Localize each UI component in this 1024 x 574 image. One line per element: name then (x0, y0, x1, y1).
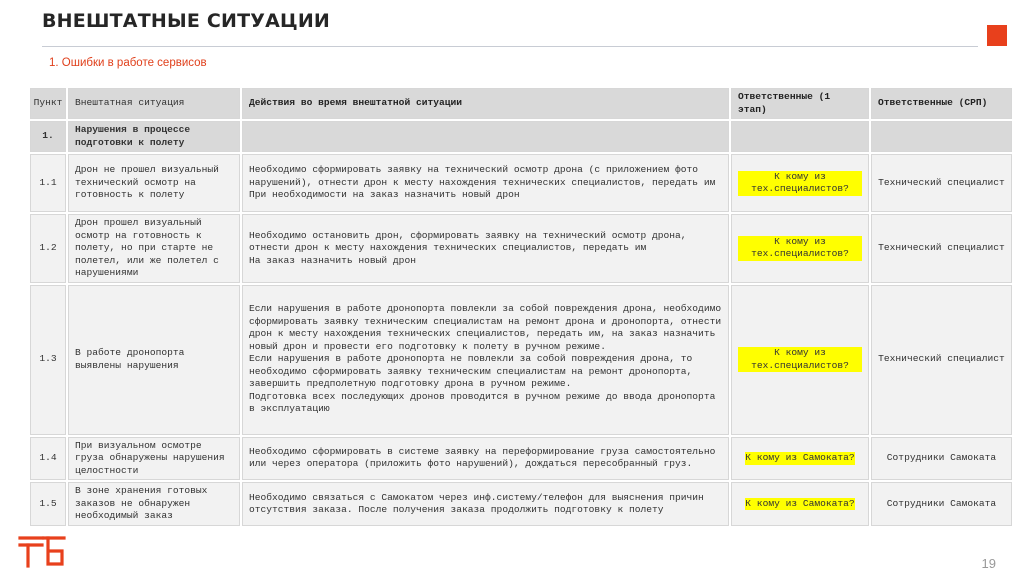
row-situation: В зоне хранения готовых заказов не обнаружен необходимый заказ (68, 482, 240, 526)
highlighted-question: К кому из Самоката? (745, 497, 855, 509)
row-situation: В работе дронопорта выявлены нарушения (68, 285, 240, 435)
highlighted-question: К кому из тех.специалистов? (738, 171, 862, 196)
header-resp1: Ответственные (1 этап) (731, 88, 869, 119)
row-actions: Необходимо остановить дрон, сформировать заявку на технический осмотр дрона, отнести дрон к месту нахождения технических специалистов, передать им На заказ назначить новый дрон (242, 214, 729, 283)
row-resp-srp: Технический специалист (871, 214, 1012, 283)
group-num: 1. (30, 121, 66, 152)
highlighted-question: К кому из Самоката? (745, 452, 855, 463)
accent-square (987, 25, 1007, 46)
table-row (30, 154, 1012, 212)
section-subtitle: 1. Ошибки в работе сервисов (49, 57, 207, 69)
row-situation: Дрон прошел визуальный осмотр на готовность к полету, но при старте не полетел, или же полетел с нарушениями (68, 214, 240, 283)
row-actions: Необходимо связаться с Самокатом через инф.систему/телефон для выяснения причин отсутствия заказа. После получения заказа продолжить подготовку к полету (242, 482, 729, 526)
row-num: 1.5 (30, 482, 66, 526)
row-resp1 (731, 285, 869, 435)
table-row (30, 285, 1012, 435)
table-header-row (30, 88, 1012, 119)
incidents-table (28, 86, 1014, 528)
table-row (30, 482, 1012, 526)
header-resp-srp: Ответственные (СРП) (871, 88, 1012, 119)
row-situation: Дрон не прошел визуальный технический осмотр на готовность к полету (68, 154, 240, 212)
row-num: 1.4 (30, 437, 66, 481)
company-logo (18, 534, 66, 568)
row-resp1 (731, 437, 869, 481)
row-actions: Если нарушения в работе дронопорта повлекли за собой повреждения дрона, необходимо сформировать заявку техническим специалистам на ремонт дрона и дронопорта, отнести дрон к месту нахождения технических специалистов, передать им, на заказ назначить новый дрон и провести его подготовку к полету в ручном режиме. Если нарушения в работе дронопорта не повлекли за собой повреждения дрона, то необходимо сформировать заявку техническим специалистам на ремонт дронопорта, завершить предполетную подготовку дрона в ручном режиме. Подготовка всех последующих дронов проводится в ручном режиме до ввода дронопорта в эксплуатацию (242, 285, 729, 435)
header-num: Пункт (30, 88, 66, 119)
row-resp-srp: Сотрудники Самоката (871, 482, 1012, 526)
row-resp1 (731, 154, 869, 212)
table-row (30, 214, 1012, 283)
row-actions: Необходимо сформировать в системе заявку на переформирование груза самостоятельно или через оператора (приложить фото нарушений), дождаться пересобранный груз. (242, 437, 729, 481)
row-resp1 (731, 482, 869, 526)
group-title: Нарушения в процессе подготовки к полету (68, 121, 240, 152)
row-situation: При визуальном осмотре груза обнаружены нарушения целостности (68, 437, 240, 481)
highlighted-question: К кому из тех.специалистов? (738, 236, 862, 261)
row-num: 1.2 (30, 214, 66, 283)
highlighted-question: К кому из тех.специалистов? (738, 347, 862, 372)
group-empty-actions (242, 121, 729, 152)
page-title: ВНЕШТАТНЫЕ СИТУАЦИИ (42, 10, 331, 32)
header-situation: Внештатная ситуация (68, 88, 240, 119)
row-resp-srp: Технический специалист (871, 154, 1012, 212)
row-resp1 (731, 214, 869, 283)
row-resp-srp: Сотрудники Самоката (871, 437, 1012, 481)
table-row (30, 437, 1012, 481)
title-divider (42, 46, 978, 47)
header-actions: Действия во время внештатной ситуации (242, 88, 729, 119)
page-number: 19 (981, 556, 996, 571)
group-empty-resp-srp (871, 121, 1012, 152)
group-row (30, 121, 1012, 152)
row-actions: Необходимо сформировать заявку на технический осмотр дрона (с приложением фото нарушений), отнести дрон к месту нахождения технических специалистов, передать им При необходимости на заказ назначить новый дрон (242, 154, 729, 212)
group-empty-resp1 (731, 121, 869, 152)
row-resp-srp: Технический специалист (871, 285, 1012, 435)
row-num: 1.1 (30, 154, 66, 212)
row-num: 1.3 (30, 285, 66, 435)
